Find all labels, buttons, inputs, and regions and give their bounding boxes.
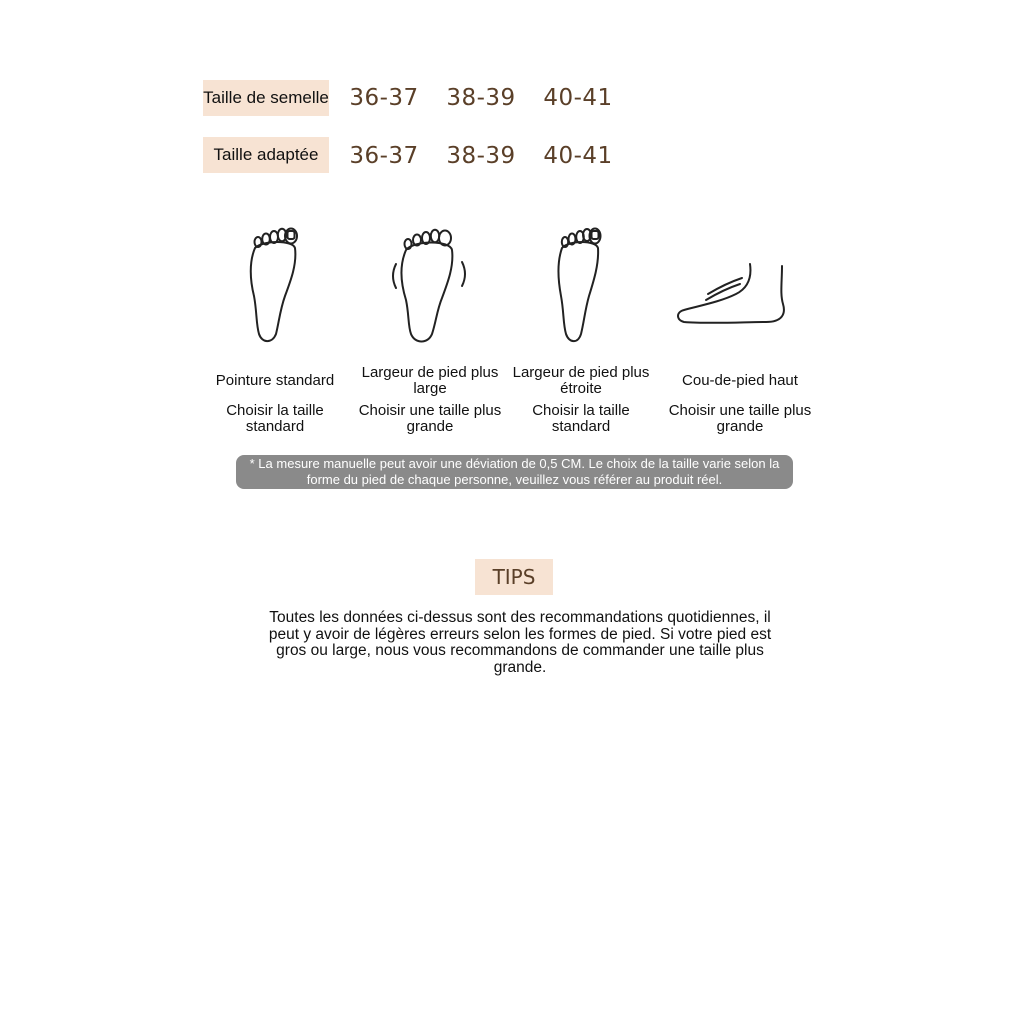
foot-type-title: Largeur de pied plus large — [361, 364, 499, 397]
row-label-adapted: Taille adaptée — [203, 137, 329, 173]
adapted-size-value: 40-41 — [543, 143, 613, 169]
tips-badge: TIPS — [475, 559, 553, 595]
narrow-foot-icon — [551, 222, 611, 346]
foot-type-narrow — [501, 222, 661, 435]
foot-type-advice: Choisir la taille standard — [226, 402, 324, 435]
adapted-size-value: 38-39 — [446, 143, 516, 169]
foot-type-title: Pointure standard — [215, 372, 335, 389]
tips-text: Toutes les données ci-dessus sont des recommandations quotidiennes, il peut y avoir de légères erreurs selon les formes de pied. Si votre pied est gros ou large, nous vous recommandons de commander une taille plus grande. — [268, 609, 772, 676]
foot-type-wide — [350, 222, 510, 435]
row-label-sole: Taille de semelle — [203, 80, 329, 116]
sole-size-value: 36-37 — [349, 85, 419, 111]
size-row-adapted — [203, 137, 329, 173]
foot-type-advice: Choisir une taille plus grande — [668, 402, 812, 435]
adapted-size-value: 36-37 — [349, 143, 419, 169]
foot-type-title: Largeur de pied plus étroite — [512, 364, 650, 397]
measurement-note: * La mesure manuelle peut avoir une déviation de 0,5 CM. Le choix de la taille varie selon la forme du pied de chaque personne, veuillez vous référer au produit réel. — [236, 455, 793, 489]
foot-type-advice: Choisir la taille standard — [532, 402, 630, 435]
size-row-sole — [203, 80, 329, 116]
foot-type-advice: Choisir une taille plus grande — [358, 402, 502, 435]
wide-foot-icon — [390, 222, 470, 346]
high-instep-foot-icon — [670, 222, 800, 346]
sole-size-value: 38-39 — [446, 85, 516, 111]
foot-type-high-instep — [660, 222, 820, 435]
standard-foot-icon — [245, 222, 305, 346]
foot-type-standard — [195, 222, 355, 435]
foot-type-title: Cou-de-pied haut — [682, 372, 798, 389]
sole-size-value: 40-41 — [543, 85, 613, 111]
